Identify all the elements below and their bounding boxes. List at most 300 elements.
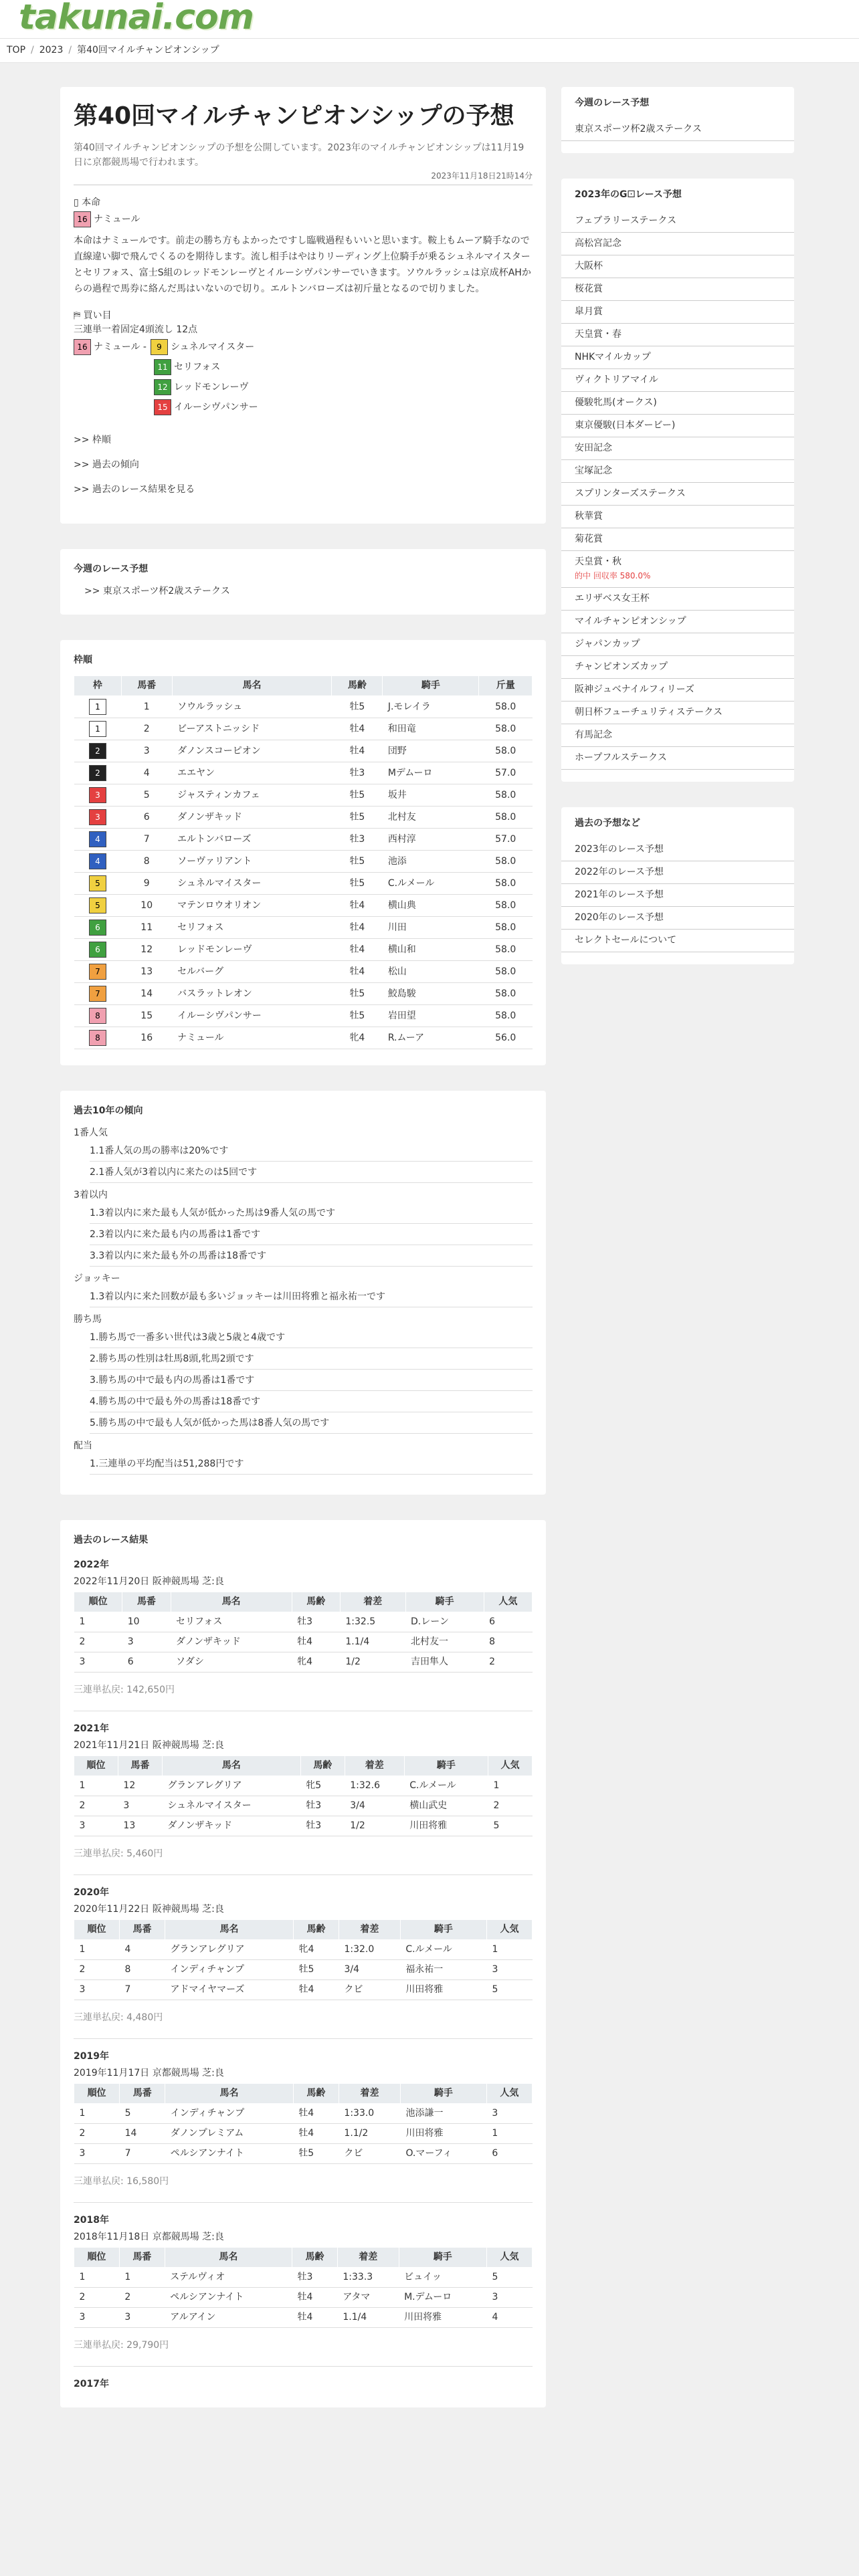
trend-item: 2.3着以内に来た最も内の馬番は1番です	[90, 1228, 533, 1245]
table-cell: マテンロウオリオン	[172, 895, 332, 917]
table-header: 枠	[74, 676, 122, 696]
main-column	[60, 87, 546, 2433]
table-header: 馬齢	[293, 2084, 339, 2104]
table-cell: 13	[121, 961, 172, 983]
table-header: 人気	[484, 1592, 532, 1612]
bet-other-number: 12	[154, 379, 171, 395]
table-cell: 1	[74, 1940, 120, 1960]
table-cell: 牡5	[332, 851, 383, 873]
table-cell: 1	[488, 1776, 533, 1796]
table-cell: ビーアストニッシド	[172, 718, 332, 740]
trend-list	[90, 1457, 533, 1475]
table-cell: 57.0	[479, 762, 533, 784]
table-cell: エエヤン	[172, 762, 332, 784]
table-cell: 牡4	[294, 1980, 339, 2000]
table-cell	[74, 762, 122, 784]
waku-card	[60, 640, 546, 1065]
table-header: 騎手	[383, 676, 479, 696]
table-row	[74, 807, 533, 829]
sidebar	[561, 87, 794, 990]
table-cell: 牡5	[294, 1960, 339, 1980]
table-row	[74, 961, 533, 983]
table-cell: インディチャンプ	[165, 2104, 294, 2124]
table-header: 馬名	[165, 2248, 292, 2268]
table-cell: 58.0	[479, 851, 533, 873]
table-cell: Mデムーロ	[383, 762, 479, 784]
table-cell: 牝4	[294, 1940, 339, 1960]
side-past-title: 過去の予想など	[575, 818, 640, 829]
article-card	[60, 87, 546, 524]
sidebar-item[interactable]: ジャパンカップ	[561, 633, 794, 656]
table-header: 馬番	[119, 1920, 165, 1940]
table-row	[74, 1796, 533, 1816]
table-cell: 3	[122, 1632, 171, 1652]
table-cell: 3	[486, 2104, 532, 2124]
table-header-row	[74, 1756, 533, 1776]
table-cell: 16	[121, 1027, 172, 1049]
sidebar-item[interactable]: 2021年のレース予想	[561, 884, 794, 907]
table-cell: インディチャンプ	[165, 1960, 293, 1980]
table-cell: 牡4	[292, 1632, 340, 1652]
side-g1	[561, 179, 794, 782]
table-row	[74, 696, 533, 718]
sidebar-item[interactable]: セレクトセールについて	[561, 930, 794, 952]
divider	[74, 2366, 533, 2367]
table-header: 人気	[486, 2084, 532, 2104]
table-header: 馬齢	[294, 1920, 339, 1940]
table-cell: 57.0	[479, 829, 533, 851]
table-cell: C.ルメール	[404, 1776, 488, 1796]
sidebar-item[interactable]: 高松宮記念	[561, 233, 794, 255]
site-logo[interactable]: takunai.com	[19, 0, 254, 37]
table-header: 馬名	[165, 1920, 293, 1940]
trend-group-label: ジョッキー	[74, 1273, 120, 1284]
bet-first-number: 16	[74, 339, 91, 355]
sidebar-item[interactable]: 宝塚記念	[561, 460, 794, 483]
table-cell: アルアイン	[165, 2308, 292, 2328]
trends-title: 過去10年の傾向	[74, 1105, 143, 1116]
table-cell: 岩田望	[383, 1005, 479, 1027]
table-row	[74, 895, 533, 917]
table-cell: ダノンプレミアム	[165, 2124, 294, 2144]
side-weekly-title: 今週のレース予想	[575, 98, 650, 108]
table-header: 騎手	[400, 1920, 486, 1940]
result-year: 2019年	[74, 2051, 109, 2062]
table-cell: 牡5	[332, 784, 383, 807]
table-cell: 58.0	[479, 961, 533, 983]
result-meta: 2019年11月17日 京都競馬場 芝:良	[74, 2068, 224, 2078]
sidebar-item[interactable]: エリザベス女王杯	[561, 588, 794, 611]
table-header: 馬番	[120, 2084, 165, 2104]
table-cell: 58.0	[479, 807, 533, 829]
table-header: 馬番	[119, 2248, 165, 2268]
table-header: 着差	[337, 2248, 399, 2268]
result-payout: 三連単払戻: 29,790円	[74, 2340, 169, 2351]
table-cell: 5	[120, 2104, 165, 2124]
table-cell: 牡4	[292, 2288, 338, 2308]
table-row	[74, 1005, 533, 1027]
trend-list	[90, 1290, 533, 1307]
table-cell: ダノンスコーピオン	[172, 740, 332, 762]
waku-title: 枠順	[74, 655, 92, 665]
table-cell: エルトンバローズ	[172, 829, 332, 851]
trend-item: 1.勝ち馬で一番多い世代は3歳と5歳と4歳です	[90, 1331, 533, 1348]
table-cell: 川田将雅	[400, 1980, 486, 2000]
table-header: 人気	[487, 2248, 533, 2268]
table-cell: 58.0	[479, 939, 533, 961]
table-cell: D.レーン	[405, 1612, 484, 1632]
result-year: 2018年	[74, 2215, 109, 2226]
table-cell: 1/2	[345, 1816, 404, 1836]
waku-badge: 1	[89, 699, 106, 715]
table-cell: 牡4	[293, 2104, 339, 2124]
table-header: 馬齢	[292, 1592, 340, 1612]
table-cell: 2	[74, 1632, 122, 1652]
table-cell: 1/2	[340, 1652, 405, 1673]
result-payout: 三連単払戻: 4,480円	[74, 2012, 163, 2023]
table-header: 斤量	[479, 676, 533, 696]
sidebar-item[interactable]: 東京優駿(日本ダービー)	[561, 415, 794, 437]
table-cell: 7	[119, 1980, 165, 2000]
table-row	[74, 784, 533, 807]
table-cell: M.デムーロ	[399, 2288, 486, 2308]
table-cell: 3	[74, 2144, 120, 2164]
table-cell: クビ	[339, 2144, 400, 2164]
table-cell: 牡3	[292, 2268, 338, 2288]
sidebar-item[interactable]: マイルチャンピオンシップ	[561, 611, 794, 633]
table-row	[74, 873, 533, 895]
result-year: 2020年	[74, 1887, 109, 1898]
table-cell: セリフォス	[172, 917, 332, 939]
table-cell: 1:33.3	[337, 2268, 399, 2288]
page-title: 第40回マイルチャンピオンシップの予想	[74, 102, 514, 130]
table-cell: バスラットレオン	[172, 983, 332, 1005]
table-cell: 3	[121, 740, 172, 762]
table-cell: 川田	[383, 917, 479, 939]
table-cell: 1	[119, 2268, 165, 2288]
waku-badge: 4	[89, 831, 106, 847]
table-row	[74, 2124, 533, 2144]
table-cell	[74, 895, 122, 917]
table-cell: 2	[74, 2288, 120, 2308]
table-cell: 58.0	[479, 895, 533, 917]
trend-group-label: 3着以内	[74, 1190, 108, 1200]
table-cell: クビ	[339, 1980, 400, 2000]
table-cell: 7	[120, 2144, 165, 2164]
sidebar-item[interactable]: 秋華賞	[561, 506, 794, 528]
table-cell: 58.0	[479, 718, 533, 740]
table-row	[74, 939, 533, 961]
table-cell: 牡4	[332, 939, 383, 961]
table-cell: 牡3	[292, 1612, 340, 1632]
table-cell: 3	[119, 2308, 165, 2328]
site-header	[0, 0, 859, 39]
link-trends[interactable]: >> 過去の傾向	[74, 459, 139, 470]
table-cell: 8	[484, 1632, 532, 1652]
table-cell: 6	[486, 2144, 532, 2164]
breadcrumb-year[interactable]: 2023	[39, 45, 64, 56]
side-weekly-link[interactable]: 東京スポーツ杯2歳ステークス	[561, 118, 794, 141]
breadcrumb-current: 第40回マイルチャンピオンシップ	[77, 45, 219, 56]
table-header: 馬名	[165, 2084, 294, 2104]
table-cell	[74, 983, 122, 1005]
table-cell	[74, 1005, 122, 1027]
table-cell: 牡5	[332, 1005, 383, 1027]
table-cell	[74, 939, 122, 961]
result-table	[74, 2247, 533, 2328]
sidebar-item[interactable]: 阪神ジュベナイルフィリーズ	[561, 679, 794, 702]
trends-card	[60, 1091, 546, 1495]
sidebar-item[interactable]: 朝日杯フューチュリティステークス	[561, 702, 794, 724]
table-cell: 10	[121, 895, 172, 917]
table-row	[74, 2288, 533, 2308]
table-cell: 2	[74, 1960, 120, 1980]
divider	[74, 1874, 533, 1875]
waku-badge: 3	[89, 787, 106, 803]
table-cell: ステルヴィオ	[165, 2268, 292, 2288]
weekly-card	[60, 549, 546, 615]
table-header: 騎手	[400, 2084, 486, 2104]
table-header: 順位	[74, 1756, 118, 1776]
table-cell: 松山	[383, 961, 479, 983]
table-cell: 牡4	[332, 718, 383, 740]
table-cell: 川田将雅	[404, 1816, 488, 1836]
table-cell: 牡4	[332, 895, 383, 917]
table-cell: 1:32.6	[345, 1776, 404, 1796]
bet-other-number: 9	[151, 339, 168, 355]
table-cell: アタマ	[337, 2288, 399, 2308]
table-cell: 1	[486, 2124, 532, 2144]
table-cell: グランアレグリア	[162, 1776, 300, 1796]
trend-item: 1.3着以内に来た回数が最も多いジョッキーは川田将雅と福永祐一です	[90, 1290, 533, 1307]
table-cell: 牡5	[332, 807, 383, 829]
table-cell: C.ルメール	[383, 873, 479, 895]
table-cell: 西村淳	[383, 829, 479, 851]
table-header-row	[74, 1920, 533, 1940]
honmei-heading: ▯ 本命	[74, 197, 101, 208]
table-cell: 1:33.0	[339, 2104, 400, 2124]
table-cell: ダノンザキッド	[172, 807, 332, 829]
table-cell: 3	[487, 1960, 533, 1980]
table-cell: 9	[121, 873, 172, 895]
sidebar-item[interactable]: フェブラリーステークス	[561, 210, 794, 233]
result-payout: 三連単払戻: 5,460円	[74, 1848, 163, 1859]
waku-table	[74, 675, 533, 1049]
table-cell: 58.0	[479, 784, 533, 807]
result-table	[74, 1919, 533, 2000]
table-cell: 1.1/2	[339, 2124, 400, 2144]
table-cell: 1.1/4	[340, 1632, 405, 1652]
sidebar-item[interactable]: 菊花賞	[561, 528, 794, 551]
sidebar-item[interactable]: 大阪杯	[561, 255, 794, 278]
sidebar-item[interactable]: 天皇賞・春	[561, 324, 794, 346]
waku-badge: 8	[89, 1008, 106, 1024]
side-past	[561, 807, 794, 964]
bet-type: 三連単一着固定4頭流し 12点	[74, 324, 198, 335]
table-cell: 4	[119, 1940, 165, 1960]
bet-other-name: イルーシヴパンサー	[174, 401, 258, 413]
sidebar-item[interactable]: NHKマイルカップ	[561, 346, 794, 369]
link-waku[interactable]: >> 枠順	[74, 435, 111, 445]
table-row	[74, 1816, 533, 1836]
table-cell: 牡4	[293, 2124, 339, 2144]
table-cell: 牡5	[332, 696, 383, 718]
table-row	[74, 1612, 533, 1632]
sidebar-item[interactable]: 有馬記念	[561, 724, 794, 747]
result-table	[74, 2083, 533, 2164]
table-cell: 4	[487, 2308, 533, 2328]
table-header: 着差	[340, 1592, 405, 1612]
table-cell: 横山武史	[404, 1796, 488, 1816]
table-cell: 川田将雅	[399, 2308, 486, 2328]
bet-other-number: 15	[154, 399, 171, 415]
table-cell: 14	[120, 2124, 165, 2144]
result-meta: 2021年11月21日 阪神競馬場 芝:良	[74, 1740, 224, 1751]
trend-item: 3.勝ち馬の中で最も内の馬番は1番です	[90, 1374, 533, 1391]
table-header: 順位	[74, 1592, 122, 1612]
sidebar-item[interactable]: 2022年のレース予想	[561, 861, 794, 884]
table-cell: 1	[74, 1612, 122, 1632]
result-payout: 三連単払戻: 16,580円	[74, 2176, 169, 2187]
table-cell: シュネルマイスター	[172, 873, 332, 895]
table-cell: 池添	[383, 851, 479, 873]
table-cell: 3/4	[345, 1796, 404, 1816]
divider	[74, 2202, 533, 2203]
table-header: 馬番	[121, 676, 172, 696]
table-cell: 横山典	[383, 895, 479, 917]
table-header-row	[74, 1592, 533, 1612]
side-weekly	[561, 87, 794, 153]
trend-group-label: 1番人気	[74, 1128, 108, 1138]
table-cell: 2	[488, 1796, 533, 1816]
table-cell: 4	[121, 762, 172, 784]
table-cell: 横山和	[383, 939, 479, 961]
weekly-title: 今週のレース予想	[74, 564, 149, 574]
table-row	[74, 1980, 533, 2000]
sidebar-item[interactable]: 安田記念	[561, 437, 794, 460]
table-cell: 牡3	[300, 1816, 345, 1836]
table-cell: 10	[122, 1612, 171, 1632]
table-cell: 6	[122, 1652, 171, 1673]
trend-item: 3.3着以内に来た最も外の馬番は18番です	[90, 1249, 533, 1267]
table-header: 順位	[74, 2084, 120, 2104]
table-cell: 1	[121, 696, 172, 718]
table-cell: 58.0	[479, 740, 533, 762]
table-cell: 13	[118, 1816, 162, 1836]
table-header: 着差	[339, 2084, 400, 2104]
article-date: 2023年11月18日21時14分	[74, 170, 533, 185]
table-row	[74, 2268, 533, 2288]
table-header: 騎手	[405, 1592, 484, 1612]
table-cell: 15	[121, 1005, 172, 1027]
waku-badge: 2	[89, 743, 106, 759]
table-row	[74, 983, 533, 1005]
table-cell: 牡3	[300, 1796, 345, 1816]
table-cell: 池添謙一	[400, 2104, 486, 2124]
table-header: 順位	[74, 1920, 120, 1940]
waku-badge: 5	[89, 897, 106, 914]
table-cell: 58.0	[479, 1005, 533, 1027]
sidebar-item[interactable]: ヴィクトリアマイル	[561, 369, 794, 392]
table-cell: 坂井	[383, 784, 479, 807]
sidebar-item[interactable]: 2023年のレース予想	[561, 839, 794, 861]
sidebar-item[interactable]: 2020年のレース予想	[561, 907, 794, 930]
waku-badge: 2	[89, 765, 106, 781]
table-cell: ペルシアンナイト	[165, 2144, 294, 2164]
table-header-row	[74, 2248, 533, 2268]
trend-group-label: 勝ち馬	[74, 1314, 102, 1325]
sidebar-item[interactable]: スプリンターズステークス	[561, 483, 794, 506]
table-cell: ソダシ	[171, 1652, 292, 1673]
table-cell: 58.0	[479, 983, 533, 1005]
waku-badge: 6	[89, 920, 106, 936]
table-cell: ジャスティンカフェ	[172, 784, 332, 807]
table-header: 馬齢	[300, 1756, 345, 1776]
sidebar-item[interactable]: 天皇賞・秋 的中 回収率 580.0%	[561, 551, 794, 588]
table-cell: 牡5	[332, 983, 383, 1005]
sidebar-item[interactable]: ホープフルステークス	[561, 747, 794, 770]
table-header: 着差	[345, 1756, 404, 1776]
table-cell: 吉田隼人	[405, 1652, 484, 1673]
table-row	[74, 851, 533, 873]
table-header: 人気	[488, 1756, 533, 1776]
table-row	[74, 1776, 533, 1796]
table-row	[74, 762, 533, 784]
result-table	[74, 1592, 533, 1673]
sidebar-item[interactable]: チャンピオンズカップ	[561, 656, 794, 679]
table-row	[74, 917, 533, 939]
sidebar-item[interactable]: 優駿牝馬(オークス)	[561, 392, 794, 415]
table-header: 馬齢	[292, 2248, 338, 2268]
table-cell: 3	[74, 2308, 120, 2328]
bet-other-name: セリフォス	[174, 361, 221, 372]
table-cell: 1	[74, 2104, 120, 2124]
waku-badge: 7	[89, 964, 106, 980]
sidebar-item[interactable]: 桜花賞	[561, 278, 794, 301]
result-payout: 三連単払戻: 142,650円	[74, 1685, 175, 1695]
waku-badge: 3	[89, 809, 106, 825]
link-results[interactable]: >> 過去のレース結果を見る	[74, 484, 195, 495]
table-cell	[74, 718, 122, 740]
table-row	[74, 1960, 533, 1980]
table-cell: 牡4	[332, 961, 383, 983]
table-header: 馬番	[118, 1756, 162, 1776]
weekly-link[interactable]: >> 東京スポーツ杯2歳ステークス	[84, 586, 230, 597]
article-lead: 第40回マイルチャンピオンシップの予想を公開しています。2023年のマイルチャンピオンシップは11月19日に京都競馬場で行われます。	[74, 142, 524, 168]
breadcrumb-top[interactable]: TOP	[7, 45, 26, 56]
table-cell: R.ムーア	[383, 1027, 479, 1049]
table-cell: ダノンザキッド	[171, 1632, 292, 1652]
table-row	[74, 2144, 533, 2164]
table-cell: 5	[488, 1816, 533, 1836]
sidebar-item[interactable]: 皐月賞	[561, 301, 794, 324]
table-cell: 3/4	[339, 1960, 400, 1980]
table-header: 馬齢	[332, 676, 383, 696]
table-cell: ペルシアンナイト	[165, 2288, 292, 2308]
table-cell: 7	[121, 829, 172, 851]
table-cell: 14	[121, 983, 172, 1005]
result-meta: 2022年11月20日 阪神競馬場 芝:良	[74, 1576, 224, 1587]
table-cell: 3	[118, 1796, 162, 1816]
trend-group-label: 配当	[74, 1440, 92, 1451]
table-cell: 和田竜	[383, 718, 479, 740]
table-cell: 1.1/4	[337, 2308, 399, 2328]
table-cell: 2	[74, 1796, 118, 1816]
table-cell: 2	[74, 2124, 120, 2144]
table-cell: C.ルメール	[400, 1940, 486, 1960]
table-cell: 団野	[383, 740, 479, 762]
table-cell: 牡3	[332, 762, 383, 784]
